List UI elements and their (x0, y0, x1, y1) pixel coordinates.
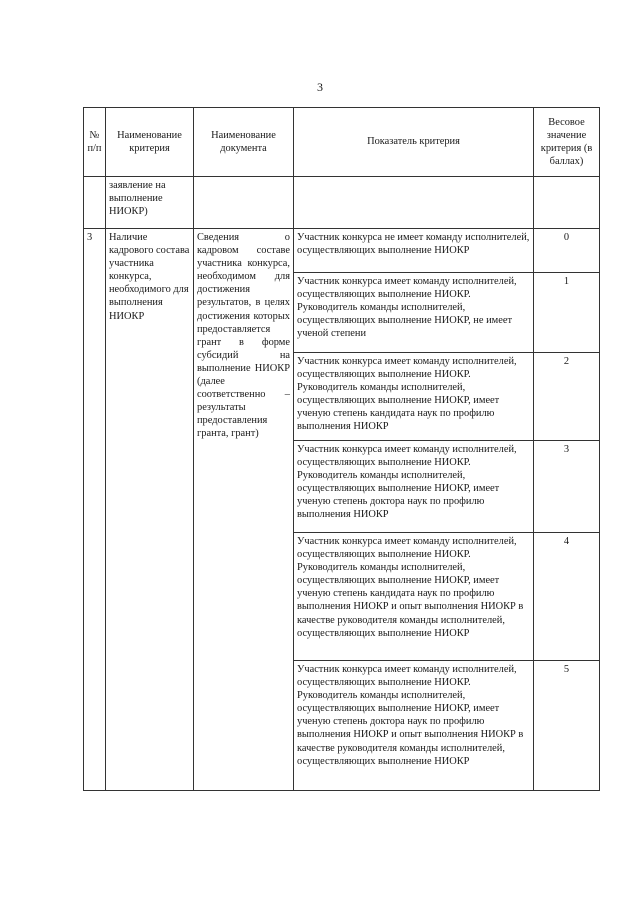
criterion-name-cell: Наличие кадрового состава участника конкурса, необходимого для выполнения НИОКР (106, 229, 194, 791)
continuation-criterion-cell: заявление на выполнение НИОКР) (106, 177, 194, 229)
continuation-num-cell (84, 177, 106, 229)
indicator-cell: Участник конкурса имеет команду исполнителей, осуществляющих выполнение НИОКР. Руководитель команды исполнителей, осуществляющих выполнение НИОКР, не имеет ученой степени (294, 273, 534, 353)
header-num: № п/п (84, 108, 106, 177)
indicator-cell: Участник конкурса имеет команду исполнителей, осуществляющих выполнение НИОКР. Руководитель команды исполнителей, осуществляющих выполнение НИОКР, имеет ученую степень кандидата наук по профилю выполнения НИОКР и опыт выполнения НИОКР в качестве руководителя команды исполнителей, осуществляющих выполнение НИОКР (294, 533, 534, 661)
score-cell: 4 (534, 533, 600, 661)
table-row (84, 229, 600, 273)
header-criterion: Наименование критерия (106, 108, 194, 177)
continuation-row (84, 177, 600, 229)
score-cell: 2 (534, 353, 600, 441)
score-cell: 0 (534, 229, 600, 273)
header-indicator: Показатель критерия (294, 108, 534, 177)
indicator-cell: Участник конкурса имеет команду исполнителей, осуществляющих выполнение НИОКР. Руководитель команды исполнителей, осуществляющих выполнение НИОКР, имеет ученую степень доктора наук по профилю выполнения НИОКР (294, 441, 534, 533)
score-cell: 1 (534, 273, 600, 353)
continuation-weight-cell (534, 177, 600, 229)
header-document: Наименование документа (194, 108, 294, 177)
document-name-cell: Сведения о кадровом составе участника конкурса, необходимом для достижения результатов, в целях достижения которых предоставляется грант в форме субсидий на выполнение НИОКР (далее соответственно – результаты предоставления гранта, грант) (194, 229, 294, 791)
indicator-cell: Участник конкурса имеет команду исполнителей, осуществляющих выполнение НИОКР. Руководитель команды исполнителей, осуществляющих выполнение НИОКР, имеет ученую степень доктора наук по профилю выполнения НИОКР и опыт выполнения НИОКР в качестве руководителя команды исполнителей, осуществляющих выполнение НИОКР (294, 661, 534, 791)
indicator-cell: Участник конкурса не имеет команду исполнителей, осуществляющих выполнение НИОКР (294, 229, 534, 273)
score-cell: 5 (534, 661, 600, 791)
continuation-document-cell (194, 177, 294, 229)
score-cell: 3 (534, 441, 600, 533)
criterion-num-cell: 3 (84, 229, 106, 791)
criteria-table (83, 107, 600, 791)
continuation-indicator-cell (294, 177, 534, 229)
table-header-row (84, 108, 600, 177)
indicator-cell: Участник конкурса имеет команду исполнителей, осуществляющих выполнение НИОКР. Руководитель команды исполнителей, осуществляющих выполнение НИОКР, имеет ученую степень кандидата наук по профилю выполнения НИОКР (294, 353, 534, 441)
header-weight: Весовое значение критерия (в баллах) (534, 108, 600, 177)
page-number: 3 (317, 80, 323, 94)
